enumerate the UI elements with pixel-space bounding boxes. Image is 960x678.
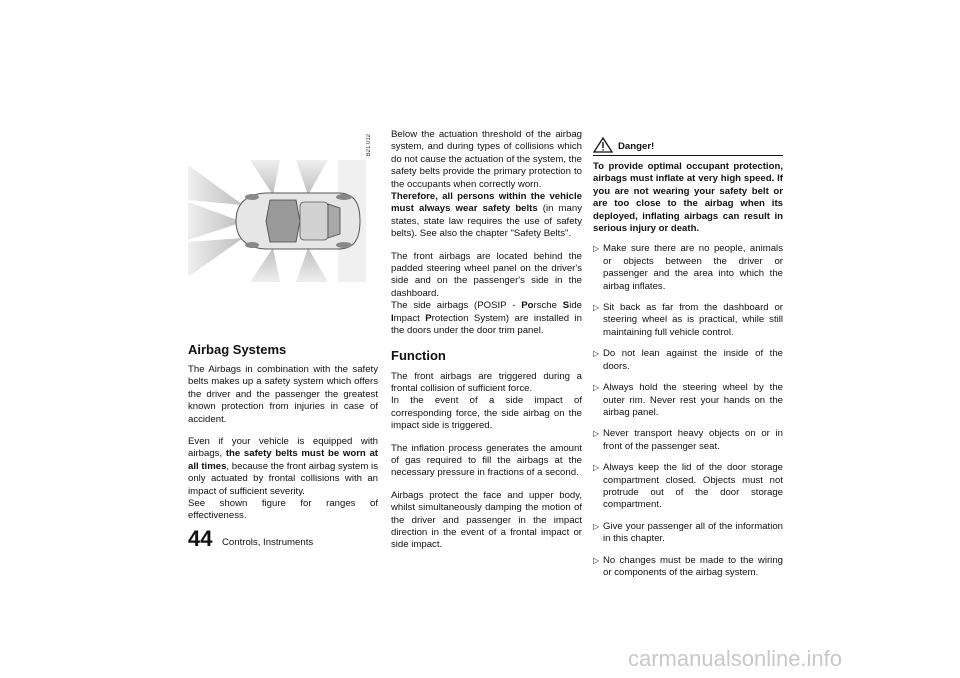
danger-text: To provide optimal occupant protection, airbags must inflate at very high speed. If you are not wearing your safety belt or are too close to the airbag when its deployed, inflating airbags can result in serious injury or death. bbox=[593, 161, 783, 235]
list-item-text: Do not lean against the inside of the doors. bbox=[603, 348, 783, 372]
emphasis-text: P bbox=[425, 312, 432, 324]
paragraph-text: Airbags protect the face and upper body, whilst simultaneously damping the motion of the driver and passenger in the impact direction in the event of a frontal impact or side impact. bbox=[391, 489, 582, 551]
paragraph bbox=[391, 443, 582, 480]
footer-section-name: Controls, Instruments bbox=[222, 537, 314, 548]
arrow-icon: ▷ bbox=[593, 429, 600, 439]
paragraph bbox=[188, 436, 378, 523]
section-title-function: Function bbox=[391, 347, 446, 363]
paragraph-text: In the event of a side impact of corresponding force, the side airbag on the impact side is triggered. bbox=[391, 395, 582, 432]
paragraph bbox=[391, 129, 582, 241]
paragraph-text: The Airbags in combination with the safety belts makes up a safety system which offers the driver and the passenger the greatest known protection from injuries in case of accident. bbox=[188, 364, 378, 425]
emphasis-text: Po bbox=[521, 300, 534, 312]
paragraph bbox=[391, 371, 582, 433]
paragraph bbox=[391, 251, 582, 338]
paragraph-text: See shown figure for ranges of effectiveness. bbox=[188, 498, 378, 522]
list-item-text: No changes must be made to the wiring or components of the airbag system. bbox=[603, 554, 783, 578]
paragraph-text: The inflation process generates the amount of gas required to fill the airbags at the necessary pressure in fractions of a second. bbox=[391, 442, 582, 479]
arrow-icon: ▷ bbox=[593, 349, 600, 359]
warning-triangle-icon bbox=[593, 137, 613, 153]
danger-title: Danger! bbox=[618, 140, 655, 152]
list-item-text: Never transport heavy objects on or in front of the passenger seat. bbox=[603, 428, 783, 452]
paragraph bbox=[391, 490, 582, 552]
paragraph-text: Even if your vehicle is equipped with airbags, bbox=[188, 436, 378, 460]
paragraph-text: The front airbags are located behind the padded steering wheel panel on the driver's side and on the passenger's side in the dashboard. bbox=[391, 250, 582, 299]
list-item bbox=[593, 348, 783, 373]
emphasis-text: I bbox=[391, 312, 394, 324]
list-item bbox=[593, 428, 783, 453]
paragraph-text: rotection System) are installed in the doors under the door trim panel. bbox=[391, 312, 583, 337]
paragraph-text: (in many states, state law requires the use of safety belts). See also the chapter "Safety Belts". bbox=[391, 203, 583, 240]
list-item-text: Always keep the lid of the door storage compartment closed. Objects must not protrude out of the door storage compartment. bbox=[603, 462, 783, 511]
paragraph-text: The front airbags are triggered during a frontal collision of sufficient force. bbox=[391, 370, 582, 394]
column-1 bbox=[188, 364, 378, 533]
danger-header bbox=[593, 137, 783, 156]
arrow-icon: ▷ bbox=[593, 383, 600, 393]
section-title-airbag-systems: Airbag Systems bbox=[188, 342, 287, 357]
safety-instructions-list bbox=[593, 243, 783, 579]
list-item-text: Make sure there are no people, animals or objects between the driver or passenger and the area into which the airbag inflates. bbox=[603, 243, 783, 292]
paragraph bbox=[188, 364, 378, 426]
paragraph-text: The side airbags (POSIP - bbox=[391, 300, 522, 312]
list-item bbox=[593, 243, 783, 293]
paragraph-text: mpact bbox=[393, 312, 426, 324]
emphasis-text: the safety belts must be worn at all times bbox=[188, 448, 379, 472]
paragraph-text: Below the actuation threshold of the airbag system, and during types of collisions which do not cause the actuation of the system, the safety belts provide the primary protection to the occupants when correctly worn. bbox=[391, 129, 582, 190]
arrow-icon: ▷ bbox=[593, 555, 600, 565]
list-item bbox=[593, 302, 783, 339]
page-number: 44 bbox=[188, 526, 213, 551]
list-item-text: Give your passenger all of the information in this chapter. bbox=[603, 520, 783, 545]
column-3 bbox=[593, 137, 783, 588]
paragraph-text: ide bbox=[569, 300, 582, 312]
list-item-text: Always hold the steering wheel by the outer rim. Never rest your hands on the airbag panel. bbox=[603, 382, 783, 418]
emphasis-text: S bbox=[562, 300, 570, 312]
arrow-icon: ▷ bbox=[593, 303, 600, 313]
list-item bbox=[593, 382, 783, 419]
list-item bbox=[593, 555, 783, 580]
paragraph-text: rsche bbox=[533, 300, 563, 312]
watermark: carmanualsonline.info bbox=[628, 646, 843, 671]
column-2 bbox=[391, 129, 582, 562]
paragraph-text: , because the front airbag system is only actuated by frontal collisions with an impact of sufficient severity. bbox=[188, 460, 378, 497]
figure-code: B21 012 bbox=[366, 134, 372, 157]
arrow-icon: ▷ bbox=[593, 244, 600, 254]
list-item bbox=[593, 462, 783, 512]
arrow-icon: ▷ bbox=[593, 521, 600, 531]
emphasis-text: Therefore, all persons within the vehicle must always wear safety belts bbox=[391, 191, 582, 215]
airbag-range-figure bbox=[188, 160, 366, 282]
list-item bbox=[593, 521, 783, 546]
arrow-icon: ▷ bbox=[593, 463, 600, 473]
list-item-text: Sit back as far from the dashboard or steering wheel as is practical, while still maintaining full vehicle control. bbox=[603, 302, 783, 338]
